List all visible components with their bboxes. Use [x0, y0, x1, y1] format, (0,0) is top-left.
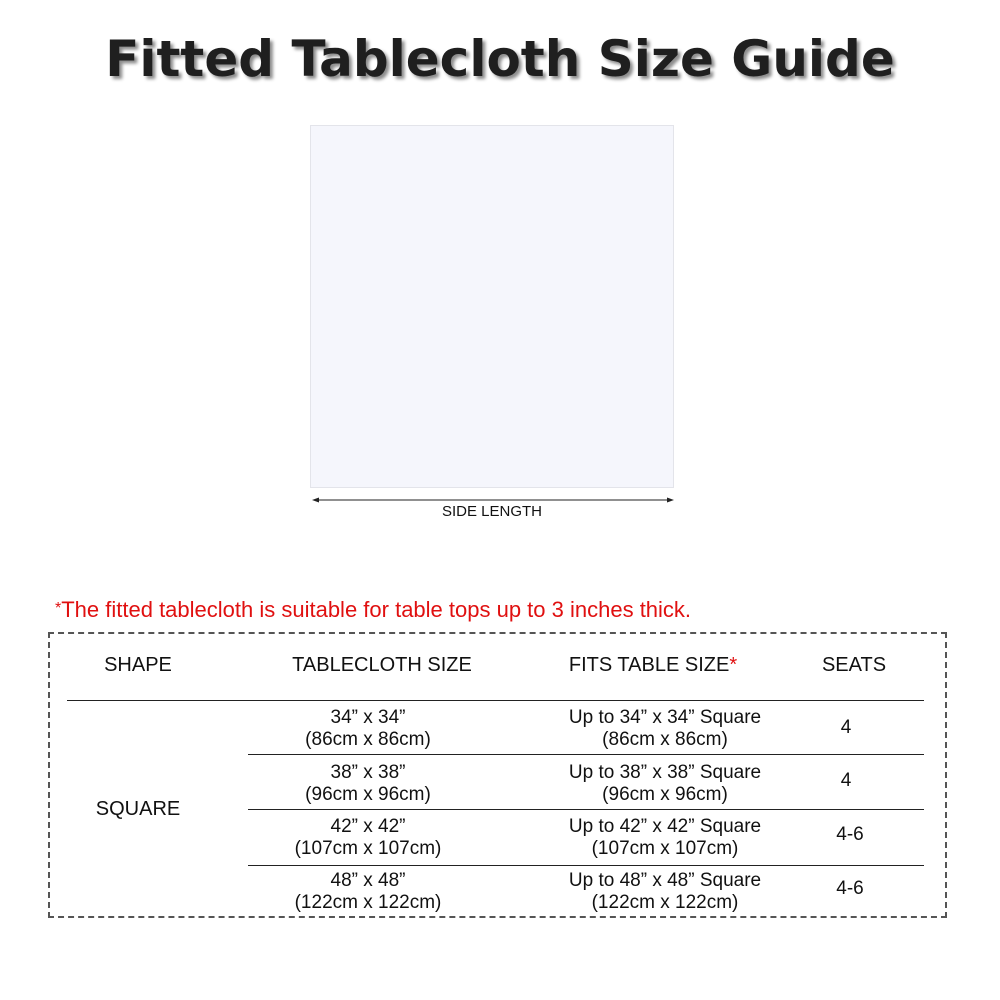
table-row-1-seats: 4 — [840, 717, 852, 738]
fits-cm: (122cm x 122cm) — [591, 892, 739, 913]
row-divider — [248, 865, 924, 866]
size-inches: 38” x 38” — [330, 762, 406, 783]
table-row-4-size — [258, 870, 478, 914]
thickness-note — [55, 597, 691, 623]
fits-inches: Up to 42” x 42” Square — [568, 816, 762, 837]
header-fits-asterisk: * — [729, 654, 738, 676]
side-length-label: SIDE LENGTH — [441, 503, 543, 520]
table-row-1-size — [258, 707, 478, 751]
fits-inches: Up to 34” x 34” Square — [568, 707, 762, 728]
size-cm: (86cm x 86cm) — [305, 729, 431, 750]
size-inches: 34” x 34” — [330, 707, 406, 728]
size-cm: (122cm x 122cm) — [294, 892, 442, 913]
fits-inches: Up to 38” x 38” Square — [568, 762, 762, 783]
table-row-4-fits — [540, 870, 790, 914]
note-text: The fitted tablecloth is suitable for table tops up to 3 inches thick. — [61, 597, 692, 622]
size-inches: 42” x 42” — [330, 816, 406, 837]
header-shape: SHAPE — [104, 654, 172, 676]
table-row-2-fits — [540, 762, 790, 806]
note-asterisk: * — [55, 600, 62, 617]
table-row-4-seats: 4-6 — [836, 878, 864, 899]
fits-cm: (96cm x 96cm) — [602, 784, 728, 805]
size-cm: (107cm x 107cm) — [294, 838, 442, 859]
tablecloth-illustration — [310, 125, 674, 488]
header-fits-table-size — [540, 654, 766, 677]
size-cm: (96cm x 96cm) — [305, 784, 431, 805]
table-row-1-fits — [540, 707, 790, 751]
header-divider — [67, 700, 924, 701]
header-fits-label: FITS TABLE SIZE — [568, 654, 730, 676]
row-divider — [248, 754, 924, 755]
header-tablecloth-size: TABLECLOTH SIZE — [292, 654, 472, 676]
table-row-3-size — [258, 816, 478, 860]
size-inches: 48” x 48” — [330, 870, 406, 891]
page-title: Fitted Tablecloth Size Guide — [105, 30, 895, 88]
fits-cm: (107cm x 107cm) — [591, 838, 739, 859]
fits-inches: Up to 48” x 48” Square — [568, 870, 762, 891]
row-divider — [248, 809, 924, 810]
fits-cm: (86cm x 86cm) — [602, 729, 728, 750]
table-row-3-seats: 4-6 — [836, 824, 864, 845]
header-seats: SEATS — [821, 654, 887, 676]
table-row-2-size — [258, 762, 478, 806]
table-row-3-fits — [540, 816, 790, 860]
shape-square: SQUARE — [95, 798, 181, 820]
table-row-2-seats: 4 — [840, 770, 852, 791]
